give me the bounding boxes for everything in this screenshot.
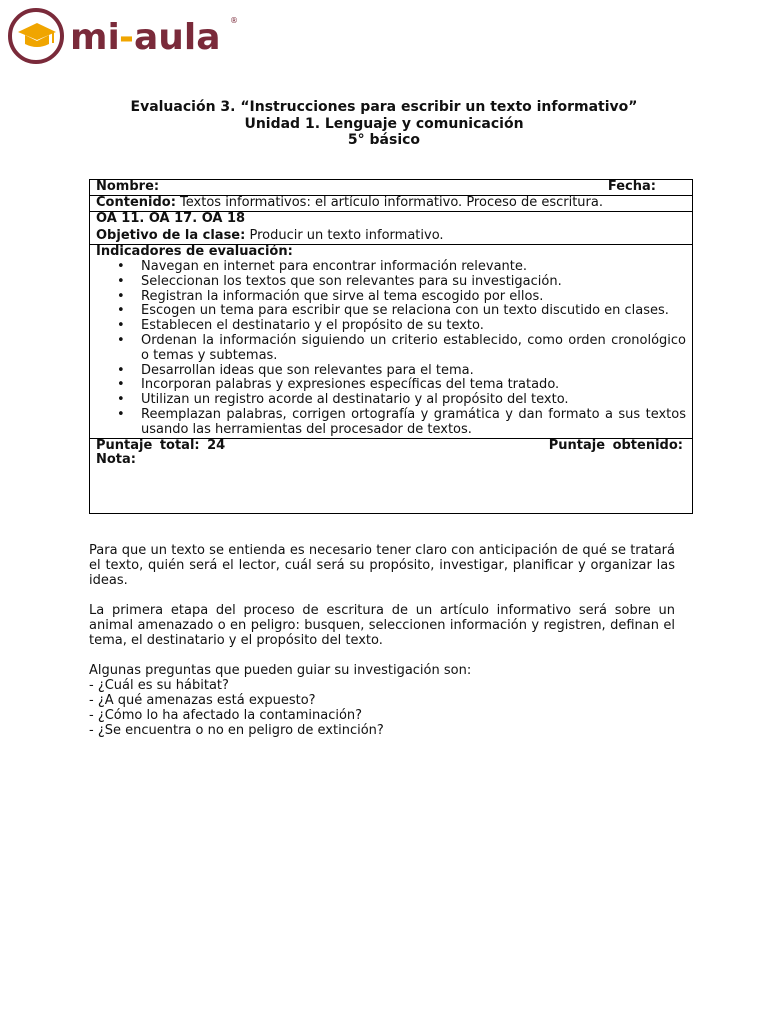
question-item: - ¿A qué amenazas está expuesto? — [89, 693, 316, 708]
list-item: • Reemplazan palabras, corrigen ortografía y gramática y dan formato a sus textos usando las herramientas del procesador de textos. — [141, 408, 686, 438]
puntaje-total: Puntaje total: 24 — [96, 437, 226, 453]
contenido-label: Contenido: — [96, 194, 176, 210]
question-item: - ¿Cómo lo ha afectado la contaminación? — [89, 708, 363, 723]
title-line-3: 5° básico — [347, 132, 421, 148]
list-item: • Utilizan un registro acorde al destinatario y al propósito del texto. — [141, 393, 686, 408]
nota-label: Nota: — [96, 452, 136, 468]
row-contenido — [90, 195, 693, 211]
indicadores-list — [96, 260, 686, 438]
title-line-1: Evaluación 3. “Instrucciones para escribir un texto informativo” — [130, 99, 638, 115]
row-objetivo — [90, 211, 693, 245]
paragraph-2: La primera etapa del proceso de escritura de un artículo informativo será sobre un animal amenazado o en peligro: busquen, seleccionen información y registren, definan el tema, el destinatario y el propósito del texto. — [89, 603, 675, 648]
list-item: • Establecen el destinatario y el propósito de su texto. — [141, 319, 686, 334]
indicadores-label: Indicadores de evaluación: — [96, 244, 293, 260]
list-item: • Escogen un tema para escribir que se relaciona con un texto discutido en clases. — [141, 304, 686, 319]
row-puntaje — [90, 438, 693, 513]
contenido-value: Textos informativos: el artículo informativo. Proceso de escritura. — [175, 194, 603, 210]
title-line-2: Unidad 1. Lenguaje y comunicación — [244, 115, 524, 132]
list-item: • Incorporan palabras y expresiones específicas del tema tratado. — [141, 378, 686, 393]
question-item: - ¿Se encuentra o no en peligro de extinción? — [89, 723, 384, 738]
objetivo-value: Producir un texto informativo. — [245, 228, 444, 244]
svg-text:mi: mi — [70, 17, 120, 58]
paragraph-1: Para que un texto se entienda es necesario tener claro con anticipación de qué se tratará el texto, quién será el lector, cuál será su propósito, investigar, planificar y organizar las ideas. — [89, 543, 675, 588]
svg-text:-: - — [119, 17, 134, 58]
fecha-label: Fecha: — [607, 179, 656, 194]
svg-text:®: ® — [230, 16, 238, 25]
puntaje-obtenido: Puntaje obtenido: — [548, 437, 683, 453]
objetivo-label: Objetivo de la clase: — [96, 228, 246, 244]
svg-text:aula: aula — [134, 17, 221, 58]
instructions-body — [89, 543, 675, 738]
list-item: • Navegan en internet para encontrar información relevante. — [141, 260, 686, 275]
list-item: • Ordenan la información siguiendo un criterio establecido, como orden cronológico o temas y subtemas. — [141, 334, 686, 364]
graduation-cap-icon — [18, 23, 56, 47]
list-item: • Desarrollan ideas que son relevantes para el tema. — [141, 364, 686, 379]
document-title — [0, 99, 768, 149]
evaluation-table — [89, 179, 693, 514]
nombre-label: Nombre: — [96, 179, 160, 194]
list-item: • Seleccionan los textos que son relevantes para su investigación. — [141, 275, 686, 290]
row-indicadores — [90, 245, 693, 438]
row-nombre — [90, 180, 693, 196]
question-item: - ¿Cuál es su hábitat? — [89, 678, 229, 693]
questions-intro: Algunas preguntas que pueden guiar su investigación son: — [89, 663, 472, 678]
list-item: • Registran la información que sirve al tema escogido por ellos. — [141, 290, 686, 305]
mi-aula-logo — [6, 6, 246, 66]
oa-line: OA 11. OA 17. OA 18 — [96, 210, 246, 226]
